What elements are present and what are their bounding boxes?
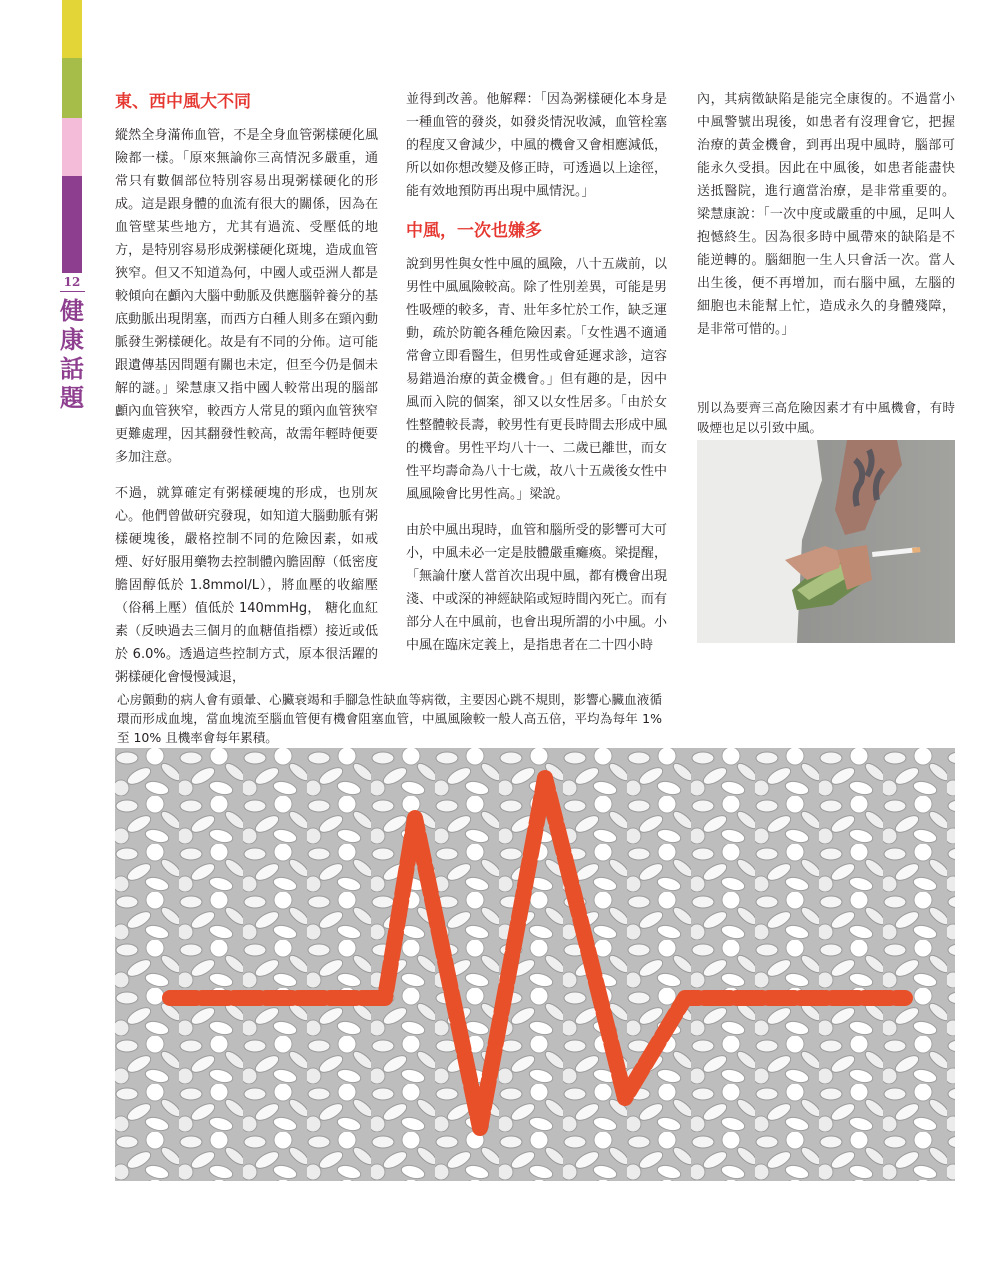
article-paragraph: 由於中風出現時，血管和腦所受的影響可大可小，中風未必一定是肢體嚴重癱瘓。梁提醒，「無論什麼人當首次出現中風，都有機會出現淺、中或深的神經缺陷或短時間內死亡。而有部分人在中風前，也會出現所謂的小中風。小中風在臨床定義上，是指患者在二十四小時 <box>406 523 667 653</box>
heading-east-west-stroke: 東、西中風大不同 <box>115 92 251 112</box>
pills-photo <box>115 748 955 1181</box>
smoker-photo-caption: 別以為要齊三高危險因素才有中風機會，有時吸煙也足以引致中風。 <box>697 400 955 435</box>
section-title: 健康話題 <box>60 296 84 412</box>
color-strip-pink <box>62 118 82 176</box>
page-number-rule <box>60 291 85 292</box>
article-paragraph: 內，其病徵缺陷是能完全康復的。不過當小中風警號出現後，如患者有沒理會它，把握治療的黃金機會，到再出現中風時，腦部可能永久受損。因此在中風後，如患者能盡快送抵醫院，進行適當治療，是非常重要的。梁慧康說：「一次中度或嚴重的中風，足叫人抱憾終生。因為很多時中風帶來的缺陷是不能逆轉的。腦細胞一生人只會活一次。當人出生後，便不再增加，而右腦中風，左腦的細胞也未能幫上忙，造成永久的身體殘障，是非常可惜的。」 <box>697 92 955 337</box>
color-strip-green <box>62 58 82 118</box>
color-strip-yellow <box>62 0 82 58</box>
page-number: 12 <box>63 275 81 289</box>
article-paragraph: 並得到改善。他解釋：「因為粥樣硬化本身是一種血管的發炎，如發炎情況收減，血管栓塞的程度又會減少，中風的機會又會相應減低，所以如你想改變及修正時，可透過以上途徑，能有效地預防再出現中風情況。」 <box>406 92 667 199</box>
article-column-1 <box>115 88 378 689</box>
heading-one-stroke-too-many: 中風，一次也嫌多 <box>406 221 542 241</box>
color-strip-purple <box>62 176 82 273</box>
article-column-2 <box>406 88 667 657</box>
article-paragraph: 不過，就算確定有粥樣硬塊的形成，也別灰心。他們曾做研究發現，如知道大腦動脈有粥樣硬塊後，嚴格控制不同的危險因素，如戒煙、好好服用藥物去控制體內膽固醇（低密度膽固醇低於 1.8mmol/L），將血壓的收縮壓（俗稱上壓）值低於 140mmHg， 糖化血紅素（反映過去三個月的血糖值指標）接近或低於 6.0%。透過這些控制方式，原本很活躍的粥樣硬化會慢慢減退， <box>115 486 378 685</box>
article-column-3 <box>697 88 955 341</box>
pills-photo-caption: 心房顫動的病人會有頭暈、心臟衰竭和手腳急性缺血等病徵，主要因心跳不規則，影響心臟血液循環而形成血塊，當血塊流至腦血管便有機會阻塞血管，中風風險較一般人高五倍，平均為每年 1% 至 10% 且機率會每年累積。 <box>117 692 662 745</box>
smoker-photo <box>697 440 955 643</box>
article-paragraph: 說到男性與女性中風的風險，八十五歲前，以男性中風風險較高。除了性別差異，可能是男性吸煙的較多，青、壯年多忙於工作，缺乏運動，疏於防範各種危險因素。「女性遇不適通常會立即看醫生，但男性或會延遲求診，這容易錯過治療的黃金機會。」但有趣的是，因中風而入院的個案，卻又以女性居多。「由於女性整體較長壽，較男性有更長時間去形成中風的機會。男性平均八十一、二歲已離世，而女性平均壽命為八十七歲，故八十五歲後女性中風風險會比男性高。」梁說。 <box>406 257 667 502</box>
article-paragraph: 縱然全身滿佈血管，不是全身血管粥樣硬化風險都一樣。「原來無論你三高情況多嚴重，通常只有數個部位特別容易出現粥樣硬化的形成。這是跟身體的血流有很大的關係，因為在血管壁某些地方，尤其有過流、受壓低的地方，是特別容易形成粥樣硬化斑塊，造成血管狹窄。但又不知道為何，中國人或亞洲人都是較傾向在顱內大腦中動脈及供應腦幹養分的基底動脈出現閉塞，而西方白種人則多在頸內動脈發生粥樣硬化。故是有不同的分佈。這可能跟遺傳基因問題有關也未定，但至今仍是個未解的謎。」梁慧康又指中國人較常出現的腦部顱內血管狹窄，較西方人常見的頸內血管狹窄更難處理，因其翻發性較高，故需年輕時便要多加注意。 <box>115 128 378 465</box>
